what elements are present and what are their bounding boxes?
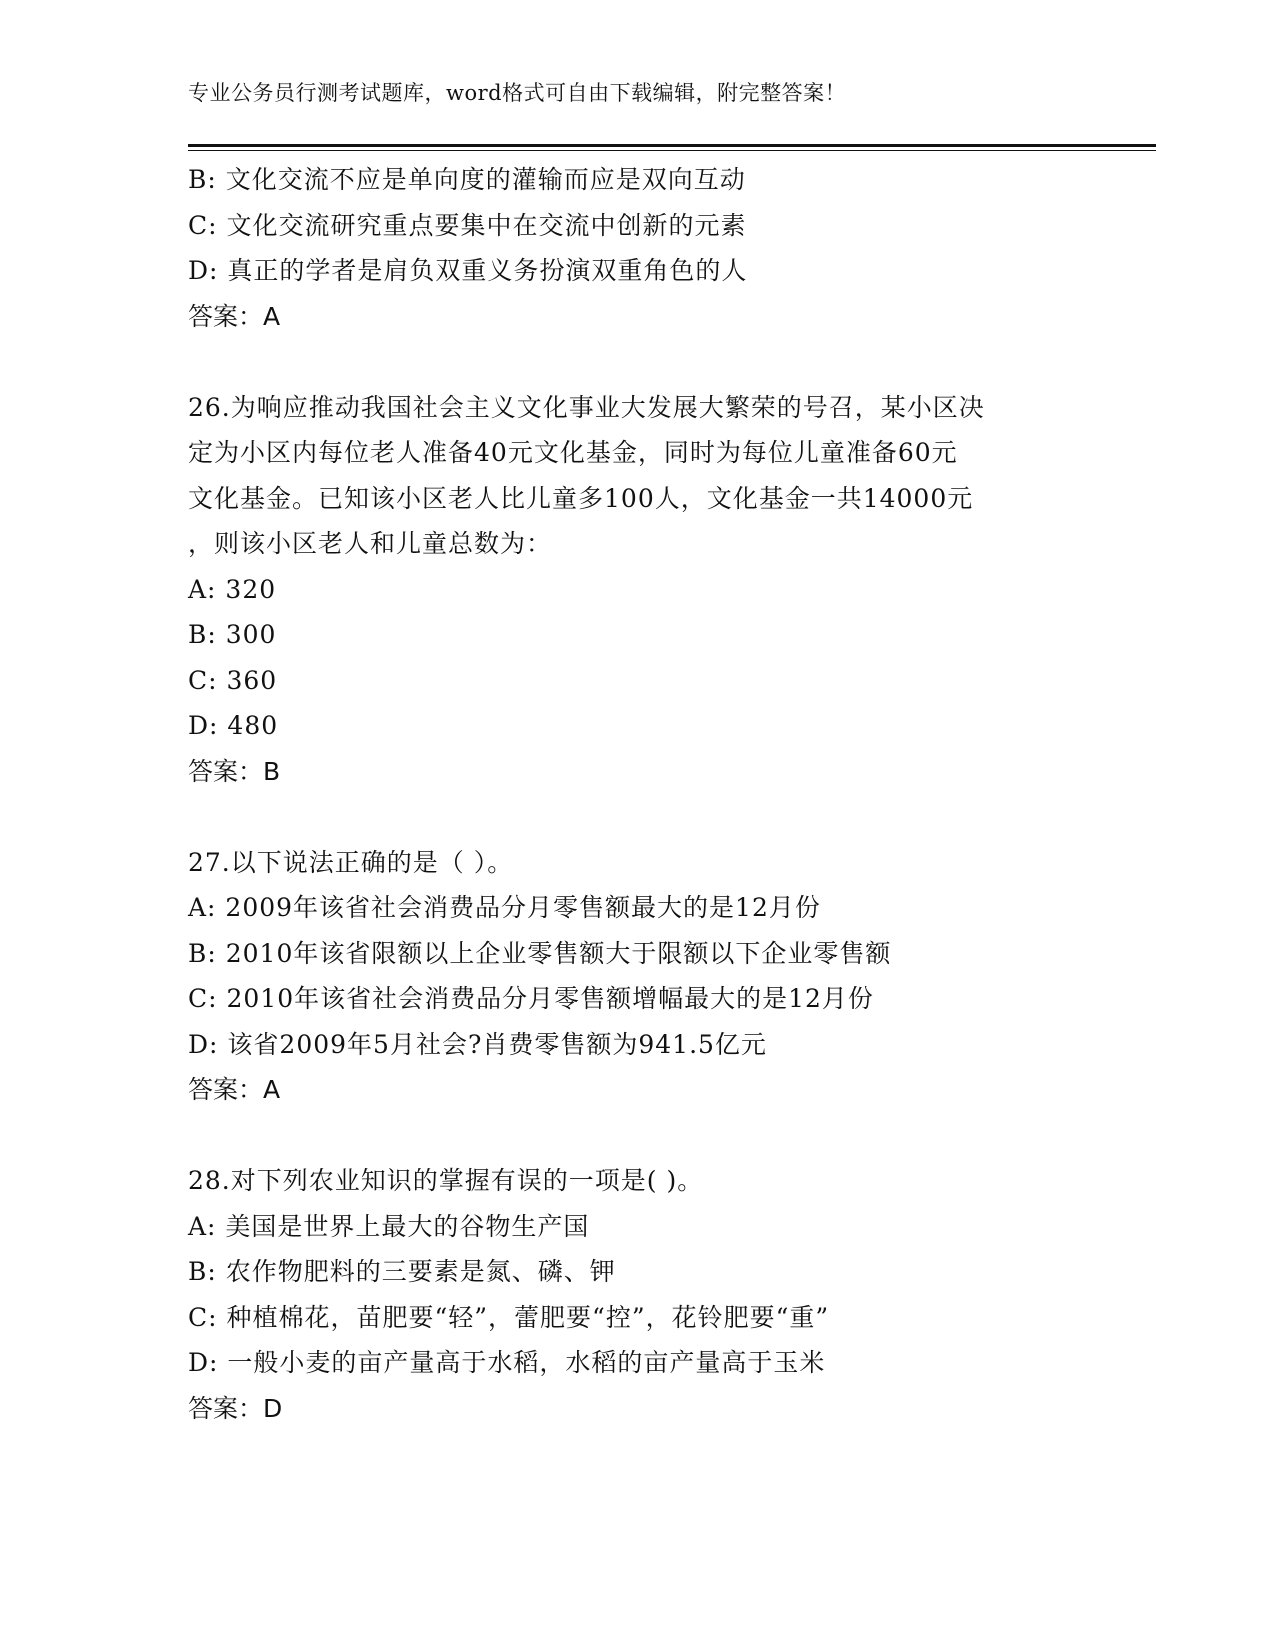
option-d: D: 该省2009年5月社会?肖费零售额为941.5亿元 [188,1029,767,1059]
option-a: A: 2009年该省社会消费品分月零售额最大的是12月份 [188,893,821,922]
question-26 [188,385,1088,795]
option-d: D: 一般小麦的亩产量高于水稻，水稻的亩产量高于玉米 [188,1348,826,1377]
question-28 [188,1158,1088,1431]
spacer [188,794,1088,840]
option-c: C: 种植棉花，苗肥要“轻”，蕾肥要“控”，花铃肥要“重” [188,1302,830,1332]
spacer [188,339,1088,385]
option-d: D: 真正的学者是肩负双重义务扮演双重角色的人 [188,256,748,285]
answer-line: 答案：D [188,1393,283,1423]
option-c: C: 360 [188,665,278,695]
option-d: D: 480 [188,711,279,740]
header-rule-thick [188,144,1156,147]
option-a: A: 美国是世界上最大的谷物生产国 [188,1211,590,1241]
option-a: A: 320 [188,574,277,604]
option-b: B: 农作物肥料的三要素是氮、磷、钾 [188,1257,616,1286]
question-stem-line: 定为小区内每位老人准备40元文化基金，同时为每位儿童准备60元 [188,438,958,467]
question-content [188,157,1088,1431]
question-stem-line: ，则该小区老人和儿童总数为： [188,529,553,558]
answer-line: 答案：A [188,1075,281,1104]
answer-line: 答案：B [188,756,281,786]
option-b: B: 文化交流不应是单向度的灌输而应是双向互动 [188,165,746,194]
option-b: B: 2010年该省限额以上企业零售额大于限额以下企业零售额 [188,938,892,968]
question-stem-line: 27.以下说法正确的是（ ）。 [188,847,514,877]
question-stem-line: 26.为响应推动我国社会主义文化事业大发展大繁荣的号召，某小区决 [188,392,985,422]
option-c: C: 2010年该省社会消费品分月零售额增幅最大的是12月份 [188,984,874,1013]
question-27 [188,840,1088,1113]
question-stem-line: 28.对下列农业知识的掌握有误的一项是( )。 [188,1166,704,1195]
answer-line: 答案：A [188,301,281,331]
question-25 [188,157,1088,339]
spacer [188,1113,1088,1159]
option-b: B: 300 [188,620,277,649]
page-header: 专业公务员行测考试题库，word格式可自由下载编辑，附完整答案！ [188,81,847,105]
header-rule-thin [188,150,1156,151]
option-c: C: 文化交流研究重点要集中在交流中创新的元素 [188,210,747,240]
question-stem-line: 文化基金。已知该小区老人比儿童多100人，文化基金一共14000元 [188,483,974,513]
